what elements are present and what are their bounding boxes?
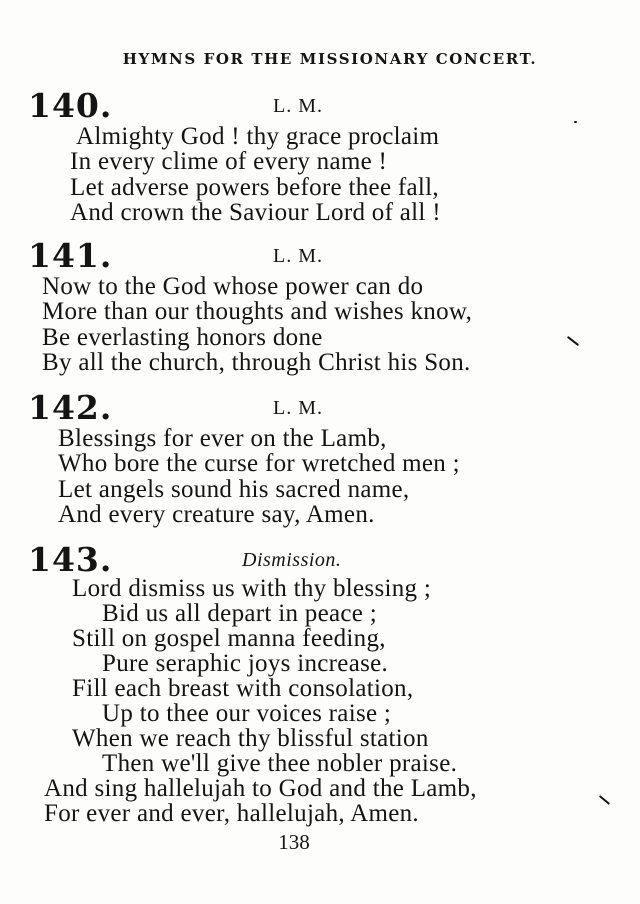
verse-line: Now to the God whose power can do [42,273,424,300]
verse-line: Bid us all depart in peace ; [102,600,377,627]
ink-speck [574,121,577,123]
verse-line: And crown the Saviour Lord of all ! [70,199,441,226]
verse-line: Then we'll give thee nobler praise. [102,750,458,777]
hymn-meter: L. M. [273,397,323,419]
verse-line: And sing hallelujah to God and the Lamb, [44,775,477,802]
verse-line: For ever and ever, hallelujah, Amen. [44,800,419,827]
verse-line: Be everlasting honors done [42,324,323,351]
verse-line: Blessings for ever on the Lamb, [58,425,387,452]
verse-line: By all the church, through Christ his Son. [42,349,471,376]
verse-line: Let angels sound his sacred name, [58,476,410,503]
page-number: 138 [278,830,310,854]
hymn-number: 143. [28,540,113,579]
hymn-meter: L. M. [273,245,323,267]
ink-speck [567,336,579,346]
verse-line: And every creature say, Amen. [58,501,375,528]
verse-line: Up to thee our voices raise ; [102,700,392,727]
verse-line: Who bore the curse for wretched men ; [58,450,460,477]
hymn-number: 141. [28,236,113,275]
hymn-number: 140. [28,86,113,125]
ink-speck [599,795,610,805]
running-head: HYMNS FOR THE MISSIONARY CONCERT. [122,50,538,68]
verse-line: Lord dismiss us with thy blessing ; [72,575,432,602]
hymn-number: 142. [28,388,113,427]
verse-line: Still on gospel manna feeding, [72,625,386,652]
verse-line: Almighty God ! thy grace proclaim [76,123,440,150]
hymn-meter: L. M. [273,95,323,117]
verse-line: In every clime of every name ! [70,148,388,175]
hymn-meter: Dismission. [242,549,342,571]
verse-line: More than our thoughts and wishes know, [42,298,473,325]
verse-line: When we reach thy blissful station [72,725,429,752]
verse-line: Pure seraphic joys increase. [102,650,389,677]
verse-line: Let adverse powers before thee fall, [70,174,439,201]
verse-line: Fill each breast with consolation, [72,675,414,702]
